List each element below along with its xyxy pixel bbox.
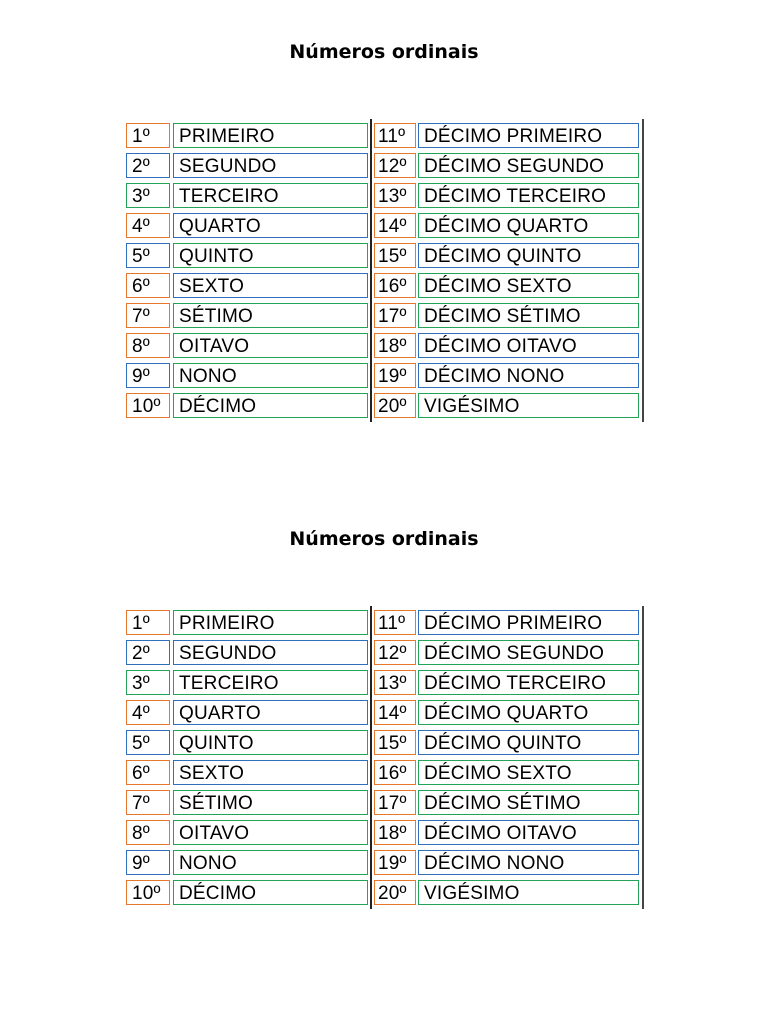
table-row (122, 700, 370, 727)
ordinal-number: 12º (374, 640, 416, 665)
table-row (372, 610, 644, 637)
ordinal-number: 3º (126, 670, 170, 695)
table-row (372, 123, 644, 150)
ordinal-number: 16º (374, 760, 416, 785)
ordinal-number: 4º (126, 700, 170, 725)
ordinal-table (122, 606, 644, 909)
table-row (372, 700, 644, 727)
ordinal-word: DÉCIMO QUARTO (418, 700, 639, 725)
table-row (372, 850, 644, 877)
table-row (372, 303, 644, 330)
table-row (122, 393, 370, 420)
table-row (122, 303, 370, 330)
table-row (372, 183, 644, 210)
ordinal-word: DÉCIMO SÉTIMO (418, 303, 639, 328)
ordinal-word: DÉCIMO SÉTIMO (418, 790, 639, 815)
ordinal-column-left (122, 606, 370, 909)
table-row (122, 790, 370, 817)
table-border (642, 606, 644, 909)
table-row (122, 213, 370, 240)
ordinal-word: TERCEIRO (173, 183, 368, 208)
ordinal-number: 16º (374, 273, 416, 298)
ordinal-word: SEXTO (173, 760, 368, 785)
table-row (372, 760, 644, 787)
ordinal-word: DÉCIMO OITAVO (418, 820, 639, 845)
table-row (122, 670, 370, 697)
ordinal-number: 1º (126, 610, 170, 635)
ordinal-word: SEXTO (173, 273, 368, 298)
ordinal-number: 8º (126, 820, 170, 845)
ordinal-word: QUINTO (173, 730, 368, 755)
ordinal-word: SEGUNDO (173, 153, 368, 178)
ordinal-number: 13º (374, 670, 416, 695)
ordinal-word: QUARTO (173, 213, 368, 238)
ordinal-number: 12º (374, 153, 416, 178)
ordinal-number: 13º (374, 183, 416, 208)
ordinal-number: 17º (374, 303, 416, 328)
table-row (372, 213, 644, 240)
ordinal-number: 17º (374, 790, 416, 815)
ordinal-number: 2º (126, 153, 170, 178)
ordinal-word: VIGÉSIMO (418, 393, 639, 418)
ordinal-word: PRIMEIRO (173, 123, 368, 148)
table-row (122, 243, 370, 270)
page-title: Números ordinais (289, 41, 479, 63)
table-row (122, 880, 370, 907)
ordinal-number: 14º (374, 700, 416, 725)
ordinal-number: 5º (126, 730, 170, 755)
ordinal-word: DÉCIMO SEGUNDO (418, 153, 639, 178)
table-row (372, 333, 644, 360)
ordinal-word: VIGÉSIMO (418, 880, 639, 905)
ordinal-word: DÉCIMO NONO (418, 850, 639, 875)
ordinal-word: SÉTIMO (173, 303, 368, 328)
ordinal-number: 19º (374, 363, 416, 388)
ordinal-word: DÉCIMO NONO (418, 363, 639, 388)
ordinal-number: 15º (374, 243, 416, 268)
ordinal-number: 1º (126, 123, 170, 148)
table-border (642, 119, 644, 422)
table-row (372, 640, 644, 667)
ordinal-word: OITAVO (173, 333, 368, 358)
table-row (122, 850, 370, 877)
ordinal-word: DÉCIMO PRIMEIRO (418, 123, 639, 148)
ordinal-word: DÉCIMO (173, 393, 368, 418)
ordinal-number: 8º (126, 333, 170, 358)
table-row (372, 153, 644, 180)
ordinal-word: DÉCIMO PRIMEIRO (418, 610, 639, 635)
table-row (122, 363, 370, 390)
ordinal-word: SEGUNDO (173, 640, 368, 665)
ordinal-word: DÉCIMO SEXTO (418, 273, 639, 298)
ordinal-number: 6º (126, 760, 170, 785)
ordinal-word: DÉCIMO (173, 880, 368, 905)
ordinal-word: DÉCIMO QUARTO (418, 213, 639, 238)
ordinal-number: 4º (126, 213, 170, 238)
table-row (122, 153, 370, 180)
ordinal-word: DÉCIMO QUINTO (418, 730, 639, 755)
ordinal-column-right (372, 606, 644, 909)
table-row (122, 183, 370, 210)
ordinal-number: 14º (374, 213, 416, 238)
ordinal-word: DÉCIMO QUINTO (418, 243, 639, 268)
ordinal-number: 11º (374, 123, 416, 148)
ordinal-number: 18º (374, 820, 416, 845)
table-row (372, 730, 644, 757)
ordinal-number: 20º (374, 880, 416, 905)
ordinal-number: 20º (374, 393, 416, 418)
ordinal-number: 6º (126, 273, 170, 298)
table-row (372, 670, 644, 697)
table-row (372, 363, 644, 390)
table-row (372, 273, 644, 300)
table-row (122, 640, 370, 667)
ordinal-word: DÉCIMO TERCEIRO (418, 670, 639, 695)
table-row (122, 123, 370, 150)
table-row (372, 393, 644, 420)
table-row (372, 820, 644, 847)
ordinal-word: SÉTIMO (173, 790, 368, 815)
ordinal-word: TERCEIRO (173, 670, 368, 695)
table-row (372, 790, 644, 817)
table-row (122, 610, 370, 637)
ordinal-word: OITAVO (173, 820, 368, 845)
ordinal-number: 3º (126, 183, 170, 208)
ordinal-word: QUARTO (173, 700, 368, 725)
ordinal-number: 2º (126, 640, 170, 665)
ordinal-number: 9º (126, 850, 170, 875)
table-row (122, 820, 370, 847)
ordinal-column-right (372, 119, 644, 422)
ordinal-word: PRIMEIRO (173, 610, 368, 635)
ordinal-word: DÉCIMO SEGUNDO (418, 640, 639, 665)
table-row (372, 243, 644, 270)
ordinal-number: 11º (374, 610, 416, 635)
table-row (122, 333, 370, 360)
ordinal-word: DÉCIMO OITAVO (418, 333, 639, 358)
ordinal-word: NONO (173, 850, 368, 875)
ordinal-number: 19º (374, 850, 416, 875)
ordinal-number: 18º (374, 333, 416, 358)
ordinal-number: 5º (126, 243, 170, 268)
table-row (122, 273, 370, 300)
ordinal-column-left (122, 119, 370, 422)
table-row (122, 760, 370, 787)
ordinal-number: 15º (374, 730, 416, 755)
table-row (122, 730, 370, 757)
table-row (372, 880, 644, 907)
page-title: Números ordinais (289, 528, 479, 550)
ordinal-word: DÉCIMO SEXTO (418, 760, 639, 785)
ordinal-number: 10º (126, 393, 170, 418)
ordinal-number: 10º (126, 880, 170, 905)
ordinal-word: QUINTO (173, 243, 368, 268)
ordinal-word: NONO (173, 363, 368, 388)
ordinal-number: 9º (126, 363, 170, 388)
ordinal-number: 7º (126, 303, 170, 328)
ordinal-number: 7º (126, 790, 170, 815)
ordinal-table (122, 119, 644, 422)
ordinal-word: DÉCIMO TERCEIRO (418, 183, 639, 208)
